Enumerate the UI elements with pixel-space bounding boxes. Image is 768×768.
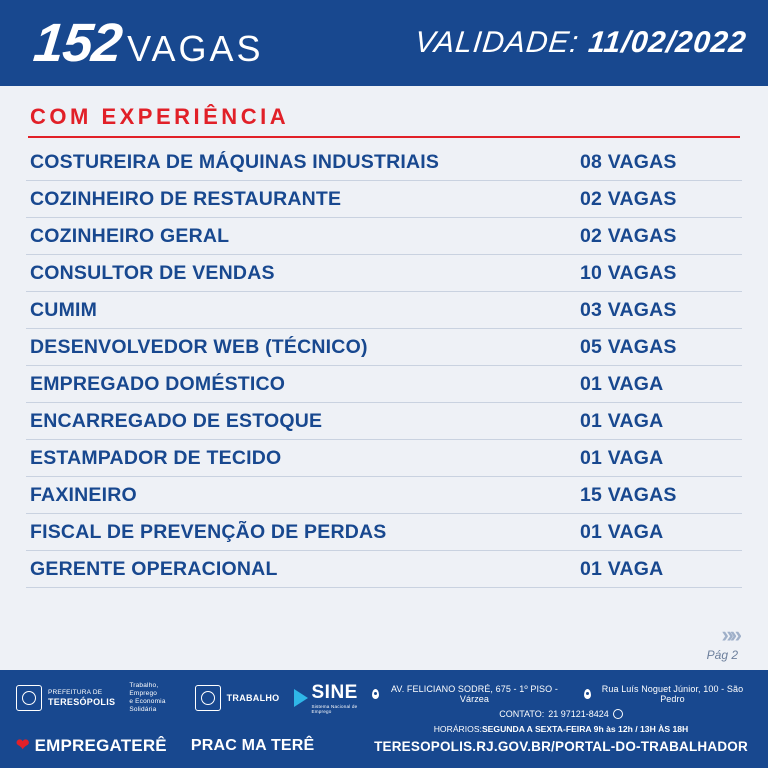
location-pin-icon <box>372 689 379 699</box>
pracimatere-logo <box>191 737 315 755</box>
vacancy-list <box>26 144 742 588</box>
contact-phone: 21 97121-8424 <box>548 709 609 719</box>
list-item <box>26 403 742 440</box>
location-pin-icon <box>584 689 591 699</box>
header-count-group <box>30 13 264 73</box>
trabalho-crest-icon <box>195 685 221 711</box>
empregatere-logo <box>16 736 167 756</box>
job-title: GERENTE OPERACIONAL <box>30 557 278 580</box>
job-vacancies: 15 VAGAS <box>580 483 677 506</box>
contact-row <box>499 709 623 719</box>
trabalho-logo <box>195 685 280 711</box>
crest-icon <box>16 685 42 711</box>
job-vacancies: 01 VAGA <box>580 409 664 432</box>
prefeitura-line1: PREFEITURA DE <box>48 688 103 696</box>
heart-icon: ❤ <box>16 737 30 754</box>
section-divider <box>28 136 740 138</box>
prefeitura-logo <box>16 685 115 711</box>
job-title: FAXINEIRO <box>30 483 137 506</box>
ministerio-logo-text <box>129 682 180 715</box>
contact-label: CONTATO: <box>499 709 545 719</box>
validity-date: 11/02/2022 <box>586 26 748 59</box>
list-item <box>26 181 742 218</box>
poster-footer <box>0 670 768 768</box>
prefeitura-logo-text <box>48 689 115 708</box>
page-marker <box>707 624 738 662</box>
job-title: DESENVOLVEDOR WEB (TÉCNICO) <box>30 335 368 358</box>
list-item <box>26 329 742 366</box>
job-vacancies: 03 VAGAS <box>580 298 677 321</box>
page-number: Pág 2 <box>706 648 738 662</box>
ministerio-line3: Solidária <box>129 706 157 714</box>
footer-contact <box>368 678 754 762</box>
job-title: COZINHEIRO GERAL <box>30 224 230 247</box>
job-title: COSTUREIRA DE MÁQUINAS INDUSTRIAIS <box>30 150 440 173</box>
address-item <box>372 684 566 704</box>
job-title: CONSULTOR DE VENDAS <box>30 261 275 284</box>
address-row <box>372 684 750 704</box>
list-item <box>26 366 742 403</box>
job-vacancies: 01 VAGA <box>580 372 664 395</box>
trabalho-label: TRABALHO <box>226 692 280 703</box>
list-item <box>26 218 742 255</box>
job-vacancies: 01 VAGA <box>580 557 664 580</box>
poster-header <box>0 0 768 86</box>
address-text: AV. FELICIANO SODRÉ, 675 - 1º PISO - Várzea <box>391 684 558 704</box>
hours-row <box>434 724 689 734</box>
hours-value: SEGUNDA A SEXTA-FEIRA 9h às 12h / 13H ÀS 18H <box>481 724 689 734</box>
sine-logo <box>294 683 369 714</box>
job-title: ENCARREGADO DE ESTOQUE <box>30 409 323 432</box>
chevron-right-icon: »» <box>721 622 738 647</box>
footer-logos <box>16 678 368 762</box>
trabalho-logo-text <box>227 693 280 704</box>
validity-group <box>413 26 748 60</box>
hours-label: HORÁRIOS: <box>433 724 482 734</box>
job-vacancies: 08 VAGAS <box>580 150 677 173</box>
sine-word: SINE <box>311 681 358 703</box>
sine-text-group <box>312 683 369 714</box>
job-vacancies: 02 VAGAS <box>580 187 677 210</box>
sine-subtitle: Sistema Nacional de Emprego <box>311 703 358 714</box>
job-vacancies: 02 VAGAS <box>580 224 677 247</box>
address-text: Rua Luís Noguet Júnior, 100 - São Pedro <box>601 684 744 704</box>
address-item <box>584 684 750 704</box>
section-title: COM EXPERIÊNCIA <box>30 104 290 129</box>
prefeitura-line2: TERESÓPOLIS <box>48 696 116 707</box>
job-title: FISCAL DE PREVENÇÃO DE PERDAS <box>30 520 387 543</box>
job-title: EMPREGADO DOMÉSTICO <box>30 372 286 395</box>
list-item <box>26 551 742 588</box>
list-item <box>26 255 742 292</box>
job-vacancies: 01 VAGA <box>580 446 664 469</box>
website-url[interactable]: TERESOPOLIS.RJ.GOV.BR/PORTAL-DO-TRABALHADOR <box>374 739 748 754</box>
empregatere-label: EMPREGATERÊ <box>34 736 167 755</box>
validity-label: VALIDADE: <box>412 26 581 59</box>
footer-logos-bottom <box>16 736 368 762</box>
list-item <box>26 440 742 477</box>
ministerio-line2: e Economia <box>129 698 166 706</box>
vacancy-count-label: VAGAS <box>127 28 264 69</box>
job-vacancies: 10 VAGAS <box>580 261 677 284</box>
vacancy-count: 152 <box>30 13 125 73</box>
list-item <box>26 514 742 551</box>
job-vacancies: 05 VAGAS <box>580 335 677 358</box>
ministerio-line1: Trabalho, Emprego <box>129 682 159 698</box>
footer-logos-top <box>16 682 368 715</box>
list-item <box>26 292 742 329</box>
job-title: COZINHEIRO DE RESTAURANTE <box>30 187 342 210</box>
list-item <box>26 144 742 181</box>
job-vacancies: 01 VAGA <box>580 520 664 543</box>
job-title: CUMIM <box>30 298 98 321</box>
poster-body <box>0 86 768 670</box>
whatsapp-icon <box>613 709 623 719</box>
list-item <box>26 477 742 514</box>
job-title: ESTAMPADOR DE TECIDO <box>30 446 282 469</box>
pracimatere-label: PRAC MA TERÊ <box>190 737 315 754</box>
sine-arrow-icon <box>294 689 308 707</box>
